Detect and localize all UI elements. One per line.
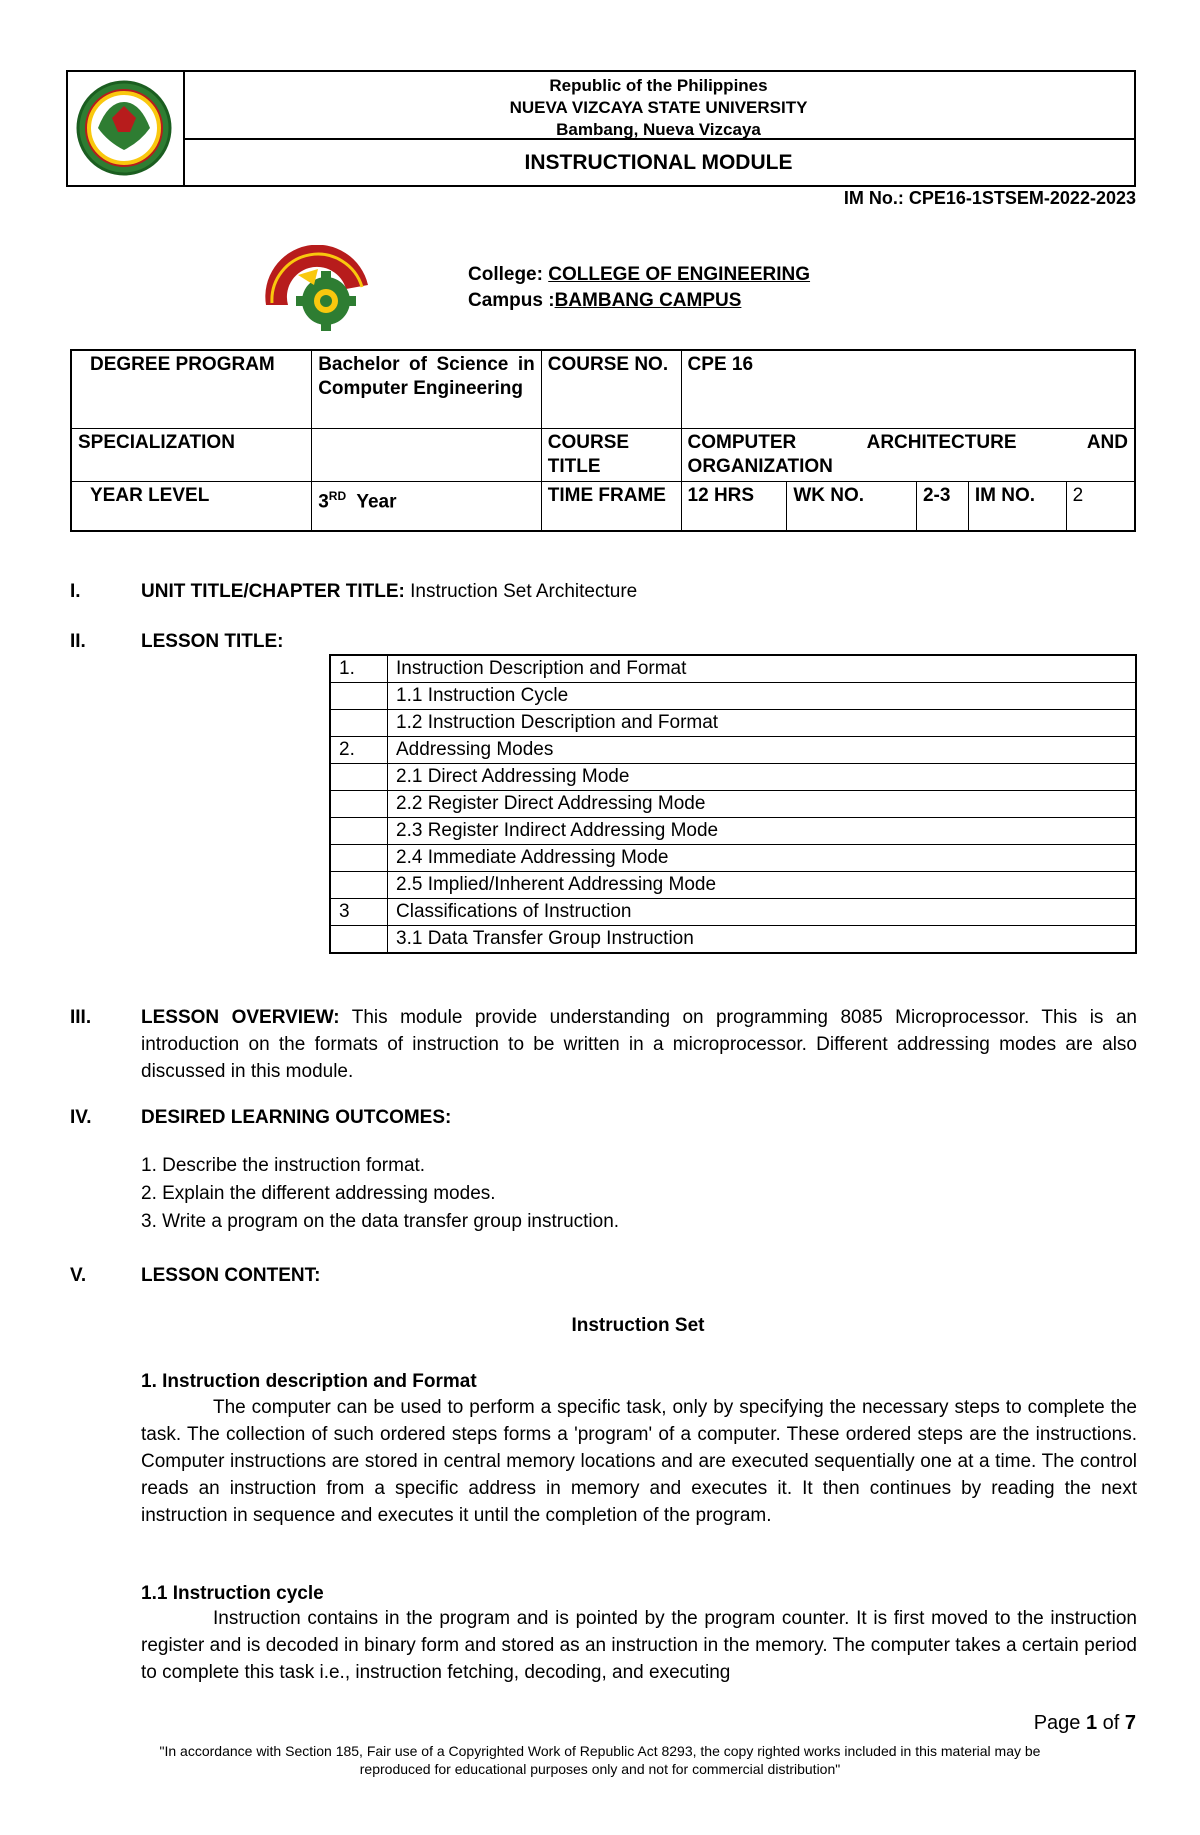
learning-outcomes-label: DESIRED LEARNING OUTCOMES: bbox=[141, 1107, 452, 1128]
table-row bbox=[330, 818, 1136, 845]
section-iii-number: III. bbox=[70, 1007, 92, 1028]
engineering-gear-icon bbox=[258, 245, 376, 333]
lesson-content-label: LESSON CONTENT: bbox=[141, 1265, 321, 1286]
table-row bbox=[330, 926, 1136, 954]
list-item: 3. Write a program on the data transfer group instruction. bbox=[141, 1211, 620, 1232]
table-row bbox=[330, 899, 1136, 926]
lesson-overview-text: This module provide understanding on programming 8085 Microprocessor. This is an introduction on the formats of instruction to be written in a microprocessor. Different addressing modes are also discussed in this module. bbox=[141, 1007, 1137, 1082]
table-row bbox=[330, 845, 1136, 872]
wk-no-value: 2-3 bbox=[916, 481, 968, 531]
year-value bbox=[312, 481, 542, 531]
lesson-title: 1.2 Instruction Description and Format bbox=[388, 710, 1137, 737]
lesson-number: 1. bbox=[330, 655, 388, 683]
specialization-label: SPECIALIZATION bbox=[71, 428, 312, 481]
course-no-label: COURSE NO. bbox=[541, 350, 681, 428]
table-row bbox=[330, 655, 1136, 683]
lesson-title-label: LESSON TITLE: bbox=[141, 631, 284, 652]
copyright-line-1: "In accordance with Section 185, Fair use of a Copyrighted Work of Republic Act 8293, the copy righted works included in this material may be bbox=[159, 1743, 1041, 1759]
list-item: 2. Explain the different addressing modes. bbox=[141, 1183, 496, 1204]
lesson-overview-label: LESSON OVERVIEW: bbox=[141, 1007, 340, 1028]
table-row bbox=[330, 872, 1136, 899]
page-number: Page 1 of 7 bbox=[1033, 1712, 1136, 1734]
list-item: 1. Describe the instruction format. bbox=[141, 1155, 426, 1176]
college-line bbox=[468, 262, 810, 288]
university-seal-icon bbox=[68, 72, 181, 185]
lesson-number bbox=[330, 710, 388, 737]
college-logo bbox=[258, 245, 376, 333]
lesson-number bbox=[330, 926, 388, 954]
lesson-title: 2.2 Register Direct Addressing Mode bbox=[388, 791, 1137, 818]
college-label: College: bbox=[468, 264, 549, 285]
lesson-title: Instruction Description and Format bbox=[388, 655, 1137, 683]
content-heading: Instruction Set bbox=[571, 1315, 705, 1336]
degree-label: DEGREE PROGRAM bbox=[71, 350, 312, 428]
lesson-title: Addressing Modes bbox=[388, 737, 1137, 764]
section-i-number: I. bbox=[70, 581, 81, 602]
copyright-note bbox=[0, 1742, 1200, 1778]
lesson-title-table bbox=[329, 654, 1137, 954]
lesson-number bbox=[330, 791, 388, 818]
info-row-specialization bbox=[71, 428, 1135, 481]
table-row bbox=[330, 710, 1136, 737]
lesson-number: 2. bbox=[330, 737, 388, 764]
year-word: Year bbox=[356, 490, 397, 512]
learning-outcomes-list bbox=[141, 1152, 619, 1236]
course-no-value: CPE 16 bbox=[681, 350, 1135, 428]
table-row bbox=[330, 791, 1136, 818]
time-frame-label: TIME FRAME bbox=[541, 481, 681, 531]
content-paragraph-2: Instruction contains in the program and is pointed by the program counter. It is first moved to the instruction register and is decoded in binary form and stored as an instruction in the memory. The computer takes a certain period to complete this task i.e., instruction fetching, decoding, and executing bbox=[141, 1608, 1137, 1683]
specialization-value bbox=[312, 428, 542, 481]
lesson-number bbox=[330, 845, 388, 872]
lesson-number bbox=[330, 764, 388, 791]
college-value: COLLEGE OF ENGINEERING bbox=[548, 264, 811, 285]
lesson-overview bbox=[141, 1004, 1137, 1085]
lesson-title: 3.1 Data Transfer Group Instruction bbox=[388, 926, 1137, 954]
university-heading bbox=[183, 72, 1134, 140]
module-title: INSTRUCTIONAL MODULE bbox=[524, 151, 793, 174]
table-row bbox=[330, 764, 1136, 791]
im-no-label: IM NO. bbox=[968, 481, 1066, 531]
lesson-title: 2.4 Immediate Addressing Mode bbox=[388, 845, 1137, 872]
university-seal bbox=[68, 72, 185, 185]
course-title-label: COURSE TITLE bbox=[541, 428, 681, 481]
section-ii-number: II. bbox=[70, 631, 86, 652]
lesson-title: 2.3 Register Indirect Addressing Mode bbox=[388, 818, 1137, 845]
course-title-value: COMPUTER ARCHITECTURE AND ORGANIZATION bbox=[681, 428, 1135, 481]
campus-label: Campus : bbox=[468, 290, 555, 311]
document-header bbox=[66, 70, 1136, 187]
info-row-degree bbox=[71, 350, 1135, 428]
content-subheading-1: 1. Instruction description and Format bbox=[141, 1371, 477, 1392]
content-paragraph-1: The computer can be used to perform a specific task, only by specifying the necessary steps to complete the task. The collection of such ordered steps forms a 'program' of a computer. These ordered steps are the instructions. Computer instructions are stored in central memory locations and are executed sequentially one at a time. The control reads an instruction from a specific address in memory and executes it. It then continues by reading the next instruction in sequence and executes it until the completion of the program. bbox=[141, 1397, 1137, 1526]
lesson-number bbox=[330, 683, 388, 710]
course-info-table bbox=[70, 349, 1136, 532]
lesson-title: 1.1 Instruction Cycle bbox=[388, 683, 1137, 710]
im-number: IM No.: CPE16-1STSEM-2022-2023 bbox=[843, 188, 1136, 208]
republic-line: Republic of the Philippines bbox=[549, 76, 768, 95]
lesson-title: Classifications of Instruction bbox=[388, 899, 1137, 926]
lesson-title: 2.1 Direct Addressing Mode bbox=[388, 764, 1137, 791]
content-subheading-2: 1.1 Instruction cycle bbox=[141, 1583, 324, 1604]
university-location: Bambang, Nueva Vizcaya bbox=[556, 120, 761, 139]
section-i-text bbox=[141, 578, 637, 605]
unit-title-value: Instruction Set Architecture bbox=[404, 581, 638, 602]
section-v-number: V. bbox=[70, 1265, 87, 1286]
campus-value: BAMBANG CAMPUS bbox=[554, 290, 742, 311]
year-suffix: RD bbox=[328, 488, 347, 503]
college-campus-block bbox=[468, 262, 810, 314]
year-label: YEAR LEVEL bbox=[71, 481, 312, 531]
time-frame-value: 12 HRS bbox=[681, 481, 787, 531]
unit-title-label: UNIT TITLE/CHAPTER TITLE: bbox=[141, 581, 405, 602]
info-row-year bbox=[71, 481, 1135, 531]
table-row bbox=[330, 737, 1136, 764]
table-row bbox=[330, 683, 1136, 710]
university-name: NUEVA VIZCAYA STATE UNIVERSITY bbox=[509, 98, 808, 117]
im-no-value: 2 bbox=[1066, 481, 1135, 531]
degree-value: Bachelor of Science in Computer Engineering bbox=[312, 350, 542, 428]
lesson-title: 2.5 Implied/Inherent Addressing Mode bbox=[388, 872, 1137, 899]
campus-line bbox=[468, 288, 810, 314]
lesson-number: 3 bbox=[330, 899, 388, 926]
lesson-number bbox=[330, 818, 388, 845]
wk-no-label: WK NO. bbox=[787, 481, 917, 531]
lesson-number bbox=[330, 872, 388, 899]
year-number: 3 bbox=[318, 490, 329, 512]
copyright-line-2: reproduced for educational purposes only and not for commercial distribution" bbox=[359, 1761, 841, 1777]
section-iv-number: IV. bbox=[70, 1107, 92, 1128]
